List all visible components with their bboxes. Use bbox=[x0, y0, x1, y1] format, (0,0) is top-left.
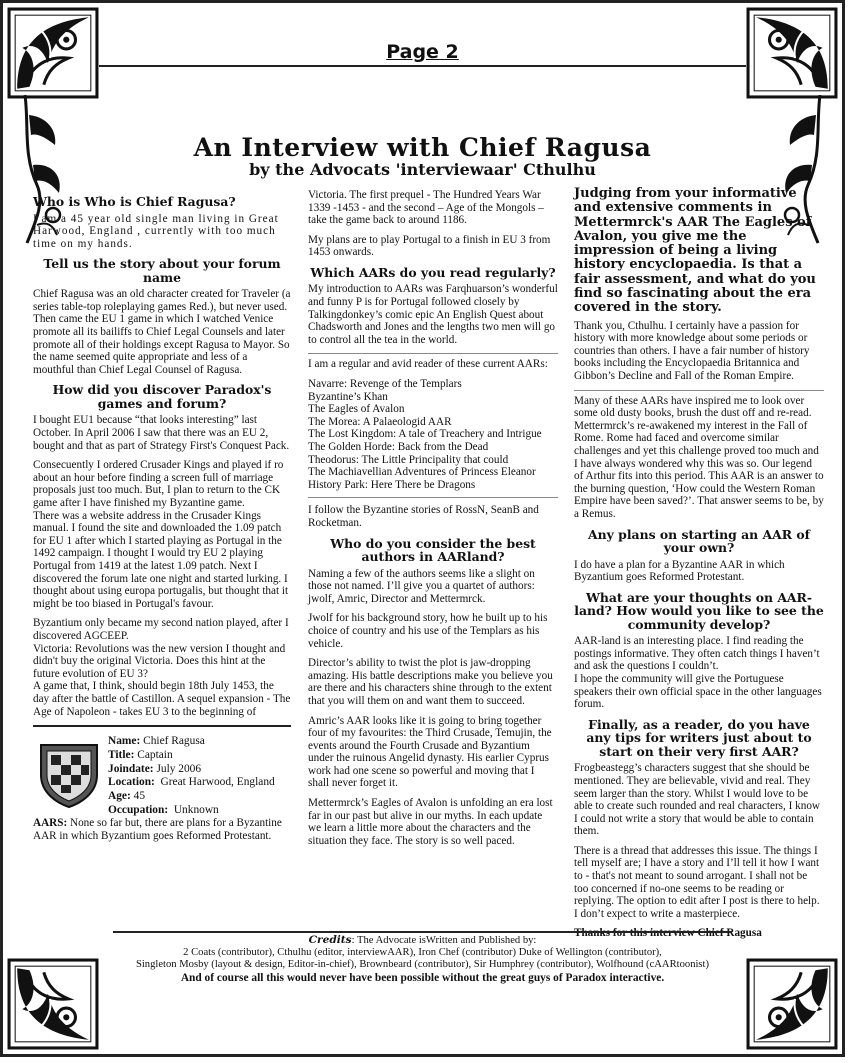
closing-thanks: Thanks for this interview Chief Ragusa bbox=[574, 927, 762, 940]
paragraph: Victoria. The first prequel - The Hundred Years War 1339 -1453 - and the second – Age of the Mongols – take the game back to around 1186. bbox=[308, 189, 544, 227]
credits-divider bbox=[113, 931, 732, 933]
credits-heading: Credits bbox=[308, 934, 352, 946]
profile-label: Title: bbox=[108, 748, 135, 761]
article-byline: by the Advocats 'interviewaar' Cthulhu bbox=[249, 160, 596, 179]
profile-label: AARS: bbox=[33, 817, 68, 830]
credits-line: 2 Coats (contributor), Cthulhu (editor, interviewAAR), Iron Chef (contributor) Duke of Wellington (contributor), bbox=[183, 947, 662, 959]
heraldic-shield-icon bbox=[37, 741, 101, 809]
paragraph: I am a regular and avid reader of these current AARs: bbox=[308, 358, 548, 371]
heading-tips: Finally, as a reader, do you have any tips for writers just about to start on their very first AAR? bbox=[586, 716, 812, 759]
column-right bbox=[574, 187, 824, 947]
profile-title: Captain bbox=[137, 748, 173, 761]
corner-ornament-bottom-right bbox=[746, 958, 838, 1050]
profile-age: 45 bbox=[133, 790, 146, 803]
paragraph: Byzantium only became my second nation played, after I discovered AGCEEP. bbox=[33, 617, 289, 642]
paragraph: Victoria: Revolutions was the new version I thought and didn't buy the original Victoria. Does this hint at the future evolution of EU 3? bbox=[33, 642, 286, 680]
section-divider bbox=[574, 390, 824, 391]
corner-ornament-bottom-left bbox=[7, 958, 99, 1050]
paragraph: Naming a few of the authors seems like a slight on those not named. I’ll give you a quartet of authors: jwolf, Amric, Director and Mettermrck. bbox=[308, 567, 535, 605]
paragraph: Many of these AARs have inspired me to look over some old dusty books, brush the dust off and re-read. Mettermrck’s re-awakened my interest in the Fall of Rome. Rome had faced and overcome similar challenges and yet this challenge proved too much and I have always wondered why this was so. Our legend of Arthur fits into this period. This AAR is an answer to the burning question, ‘How could the Western Roman Empire have been saved?’. That answer seems to be, by a Remus. bbox=[574, 394, 824, 520]
paragraph: A game that, I think, should begin 18th July 1453, the day after the battle of Castillon. A sequel expansion - The Age of Napoleon - takes EU 3 to the beginning of bbox=[33, 680, 291, 718]
profile-label: Age: bbox=[108, 790, 131, 803]
list-item: The Golden Horde: Back from the Dead bbox=[308, 441, 489, 453]
list-item: The Morea: A Palaeologid AAR bbox=[308, 415, 452, 428]
paragraph: AAR-land is an interesting place. I find reading the postings informative. They often catch things I haven’t and ask the questions I couldn’t. bbox=[574, 635, 820, 673]
paragraph: Consecuently I ordered Crusader Kings and played if ro about an hour before finding a screen full of marriage proposals just too much. But, I plan to return to the CK game after I have finished my Byzantine game. bbox=[33, 459, 284, 509]
profile-divider bbox=[33, 725, 291, 727]
heading-judging: Judging from your informative and extensive comments in Mettermrck's AAR The Eagles of Avalon, you give me the impression of being a living history encyclopaedia. Is that a fair assessment, and what do you find so fascinating about the era covered in the story. bbox=[574, 186, 816, 316]
section-divider bbox=[308, 497, 558, 498]
paragraph: Director’s ability to twist the plot is jaw-dropping amazing. His battle descriptions make you believe you are there and his characters shine through to the extent that you will them on and want them to succeed. bbox=[308, 657, 553, 707]
credits-block bbox=[111, 934, 734, 984]
profile-details bbox=[108, 735, 275, 818]
profile-location: Great Harwood, England bbox=[160, 776, 275, 789]
credits-line: Singleton Mosby (layout & design, Editor-in-chief), Brownbeard (contributor), Sir Humphrey (contributor), Wolfhound (cAARtoonist) bbox=[135, 959, 710, 971]
paragraph: There was a website address in the Crusader Kings manual. I found the site and downloaded the 1.09 patch for EU 1 after which I started playing as Portugal in the 1492 campaign. I thought I would try EU 2 playing Portugal from 1419 at the latest 1.09 patch. Next I discovered the forum late one night and started lurking. I thought about using europa portugalis, but thought that it might be too biased in Portugal's favour. bbox=[33, 509, 289, 610]
profile-card bbox=[33, 735, 291, 817]
paragraph: Thank you, Cthulhu. I certainly have a passion for history with more knowledge about some periods or countries than others. I have a fair number of history books including the Encyclopaedia Britannica and Gibbon’s Decline and Fall of the Roman Empire. bbox=[574, 319, 810, 383]
paragraph: I follow the Byzantine stories of RossN, SeanB and Rocketman. bbox=[308, 504, 539, 529]
profile-name: Chief Ragusa bbox=[143, 735, 205, 748]
paragraph: I do have a plan for a Byzantine AAR in which Byzantium goes Reformed Protestant. bbox=[574, 558, 785, 584]
credits-thanks: And of course all this would never have been possible without the great guys of Paradox interactive. bbox=[180, 971, 665, 984]
paragraph: Amric’s AAR looks like it is going to bring together four of my favourites: the Third Crusade, Temujin, the events around the Fourth Crusade and Byzantium under the ruinous Angelid dynasty. His earlier Cyprus work had one scene so powerful and moving that I shall never forget it. bbox=[308, 714, 552, 790]
list-item: History Park: Here There be Dragons bbox=[308, 478, 476, 491]
column-middle bbox=[308, 189, 558, 854]
profile-aars-text: None so far but, there are plans for a Byzantine AAR in which Byzantium goes Reformed Protestant. bbox=[33, 817, 282, 842]
list-item: The Lost Kingdom: A tale of Treachery and Intrigue bbox=[308, 428, 542, 441]
article-title: An Interview with Chief Ragusa bbox=[193, 133, 652, 162]
credits-line: : The Advocate isWritten and Published by: bbox=[351, 935, 537, 946]
heading-thoughts: What are your thoughts on AAR-land? How would you like to see the community develop? bbox=[574, 589, 824, 632]
paragraph: My introduction to AARs was Farqhuarson’s wonderful and funny P is for Portugal followed closely by Talkingdonkey’s comic epic An English Quest about Chadsworth and Jones and the lengths two men will go to control all the tea in the world. bbox=[308, 283, 558, 346]
paragraph: Chief Ragusa was an old character created for Traveler (a series table-top roleplaying games Red.), but never used. Then came the EU 1 game in which I watched Venice promote all its bailiffs to Chief Legal Counsels and later promote all of their holdings except Ragusa to Mayor. So the name seemed quite appropriate and less of a mouthful than Chief Legal Counsel of Ragusa. bbox=[33, 288, 291, 376]
heading-discover: How did you discover Paradox's games and forum? bbox=[52, 382, 272, 411]
paragraph: Frogbeastegg’s characters suggest that she should be mentioned. They are believable, vivid and real. They seem larger than the story. Whilst I would love to be able to create such rounded and real characters, I know I could not write a story that would be able to contain them. bbox=[574, 762, 821, 838]
paragraph: My plans are to play Portugal to a finish in EU 3 from 1453 onwards. bbox=[308, 233, 551, 259]
profile-joindate: July 2006 bbox=[156, 762, 202, 775]
paragraph: I am a 45 year old single man living in Great Harwood, England , currently with too much time on my hands. bbox=[33, 212, 279, 250]
list-item: The Eagles of Avalon bbox=[308, 403, 405, 416]
paragraph: I hope the community will give the Portuguese speakers their own official space in the other languages forum. bbox=[574, 673, 822, 711]
paragraph: I bought EU1 because “that looks interesting” last October. In April 2006 I saw that there was an EU 2, bought and that as part of Strategy First's Conquest Pack. bbox=[33, 414, 290, 452]
heading-story: Tell us the story about your forum name bbox=[43, 256, 281, 285]
section-divider bbox=[308, 353, 558, 354]
heading-which: Which AARs do you read regularly? bbox=[310, 264, 556, 280]
list-item: The Machiavellian Adventures of Princess Eleanor bbox=[308, 466, 536, 479]
list-item: Navarre: Revenge of the Templars bbox=[308, 378, 462, 391]
paragraph: Jwolf for his background story, how he built up to his choice of country and his use of the Templars as his vehicle. bbox=[308, 612, 548, 650]
heading-best: Who do you consider the best authors in AARland? bbox=[330, 535, 536, 565]
profile-label: Occupation: bbox=[108, 804, 169, 817]
profile-label: Name: bbox=[108, 735, 141, 748]
heading-who: Who is Who is Chief Ragusa? bbox=[33, 194, 236, 209]
page-number: Page 2 bbox=[386, 41, 459, 63]
profile-occupation: Unknown bbox=[173, 804, 219, 817]
heading-plans: Any plans on starting an AAR of your own? bbox=[588, 526, 810, 556]
list-item: Theodorus: The Little Principality that could bbox=[308, 453, 509, 466]
aar-list bbox=[308, 378, 558, 491]
profile-aars bbox=[33, 817, 291, 842]
paragraph: There is a thread that addresses this issue. The things I tell myself are; I have a story and I’ll tell it how I want to - that's not meant to sound arrogant. I shall not be too concerned if no-one seems to be reading or replying. The option to edit after I post is there to help. I don’t expect to write a masterpiece. bbox=[574, 844, 820, 920]
top-divider bbox=[99, 65, 746, 67]
column-left bbox=[33, 195, 291, 849]
profile-label: Joindate: bbox=[108, 762, 154, 775]
profile-label: Location: bbox=[108, 776, 155, 789]
list-item: Byzantine’s Khan bbox=[308, 390, 388, 403]
paragraph: Mettermrck’s Eagles of Avalon is unfolding an era lost far in our past but alive in our myths. In each update we learn a little more about the characters and the situation they face. The story is so well paced. bbox=[308, 797, 553, 847]
